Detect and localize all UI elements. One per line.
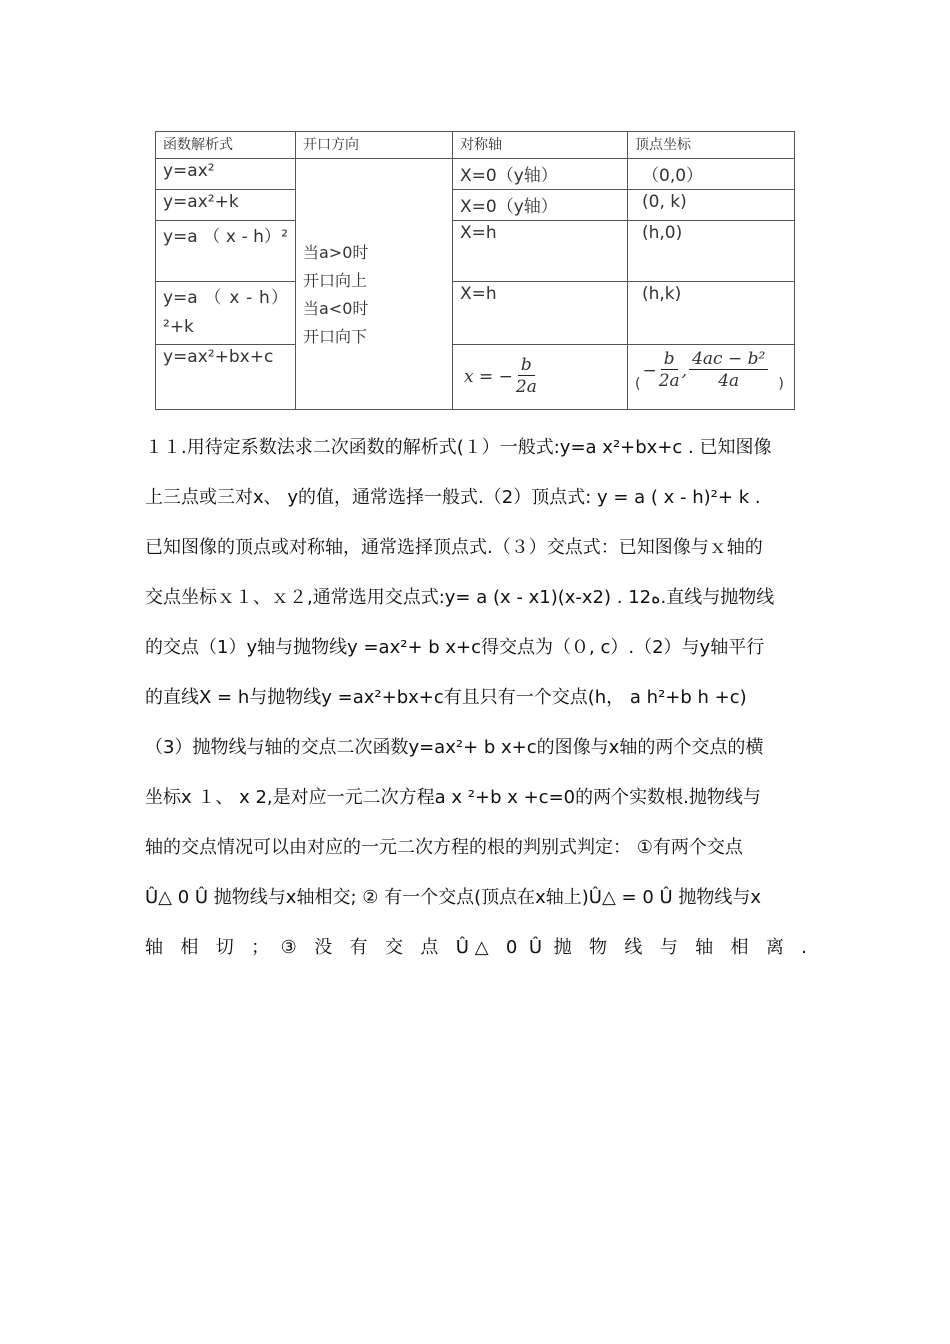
table-row — [156, 345, 795, 410]
opening-line: 开口向下 — [303, 327, 368, 346]
cell-vertex: (h,0) — [628, 221, 795, 282]
fraction-denominator: 4a — [718, 371, 740, 391]
header-opening: 开口方向 — [296, 132, 453, 159]
fraction — [659, 349, 680, 392]
cell-function: y=ax² — [156, 159, 296, 190]
body-paragraph — [145, 423, 807, 973]
fraction — [516, 355, 537, 398]
formula-lhs: x = − — [464, 366, 513, 387]
close-paren: ) — [778, 376, 784, 392]
cell-vertex: （0,0） — [628, 159, 795, 190]
text-line: 坐标x １、 x 2,是对应一元二次方程a x ²+b x +c=0的两个实数根.抛物线与 — [145, 787, 761, 808]
header-function: 函数解析式 — [156, 132, 296, 159]
table-row — [156, 282, 795, 345]
cell-vertex: (0, k) — [628, 190, 795, 221]
table-row — [156, 190, 795, 221]
table-row — [156, 159, 795, 190]
fraction-numerator: 4ac − b² — [689, 349, 768, 370]
cell-axis: X=0（y轴） — [453, 190, 628, 221]
cell-function: y=ax²+k — [156, 190, 296, 221]
minus-sign: − — [642, 360, 657, 381]
header-axis: 对称轴 — [453, 132, 628, 159]
fraction-denominator: 2a — [515, 377, 537, 397]
open-paren: ( — [635, 376, 641, 392]
cell-axis: X=0（y轴） — [453, 159, 628, 190]
comma: , — [681, 360, 688, 381]
cell-axis: X=h — [453, 282, 628, 345]
opening-text — [303, 161, 445, 351]
fraction-denominator: 2a — [658, 371, 680, 391]
cell-function: y=a （ x - h）² — [156, 221, 296, 282]
text-line: 轴的交点情况可以由对应的一元二次方程的根的判别式判定： ①有两个交点 — [145, 837, 743, 858]
text-line: Û△ 0 Û 抛物线与x轴相交; ② 有一个交点(顶点在x轴上)Û△ = 0 Û 抛物线与x — [145, 887, 762, 908]
fraction-numerator: b — [661, 349, 678, 370]
cell-vertex-formula — [628, 345, 795, 410]
table-row — [156, 221, 795, 282]
cell-opening-direction — [296, 159, 453, 410]
cell-axis: X=h — [453, 221, 628, 282]
axis-formula — [460, 355, 620, 398]
opening-line: 开口向上 — [303, 271, 368, 290]
cell-vertex: (h,k) — [628, 282, 795, 345]
fraction — [689, 349, 768, 392]
text-line: （3）抛物线与轴的交点二次函数y=ax²+ b x+c的图像与x轴的两个交点的横 — [145, 737, 764, 758]
text-line: 的交点（1）y轴与抛物线y =ax²+ b x+c得交点为（０, c）.（2）与y轴平行 — [145, 637, 765, 658]
text-line: 上三点或三对x、 y的值，通常选择一般式.（2）顶点式: y = a ( x - h)²+ k . — [145, 487, 761, 508]
cell-function: y=a （ x - h）²+k — [156, 282, 296, 345]
function-table-container — [155, 131, 795, 410]
text-line: 的直线X = h与抛物线y =ax²+bx+c有且只有一个交点(h， a h²+b h +c) — [145, 687, 747, 708]
cell-axis-formula — [453, 345, 628, 410]
text-line: 轴 相 切 ； ③ 没 有 交 点 Û△ 0 Û 抛 物 线 与 轴 相 离 . — [145, 937, 807, 958]
text-line: 已知图像的顶点或对称轴，通常选择顶点式.（３）交点式：已知图像与ｘ轴的 — [145, 537, 763, 558]
fraction-numerator: b — [518, 355, 535, 376]
opening-line: 当a<0时 — [303, 299, 369, 318]
vertex-formula — [635, 349, 787, 392]
text-line: 交点坐标ｘ１、ｘ２,通常选用交点式:y= a (x - x1)(x-x2) . 12ﻩ.直线与抛物线 — [145, 587, 775, 608]
cell-function: y=ax²+bx+c — [156, 345, 296, 410]
header-vertex: 顶点坐标 — [628, 132, 795, 159]
table-header-row — [156, 132, 795, 159]
opening-line: 当a>0时 — [303, 243, 369, 262]
quadratic-function-table — [155, 131, 795, 410]
text-line: １１.用待定系数法求二次函数的解析式(１）一般式:y=a x²+bx+c . 已知图像 — [145, 437, 772, 458]
